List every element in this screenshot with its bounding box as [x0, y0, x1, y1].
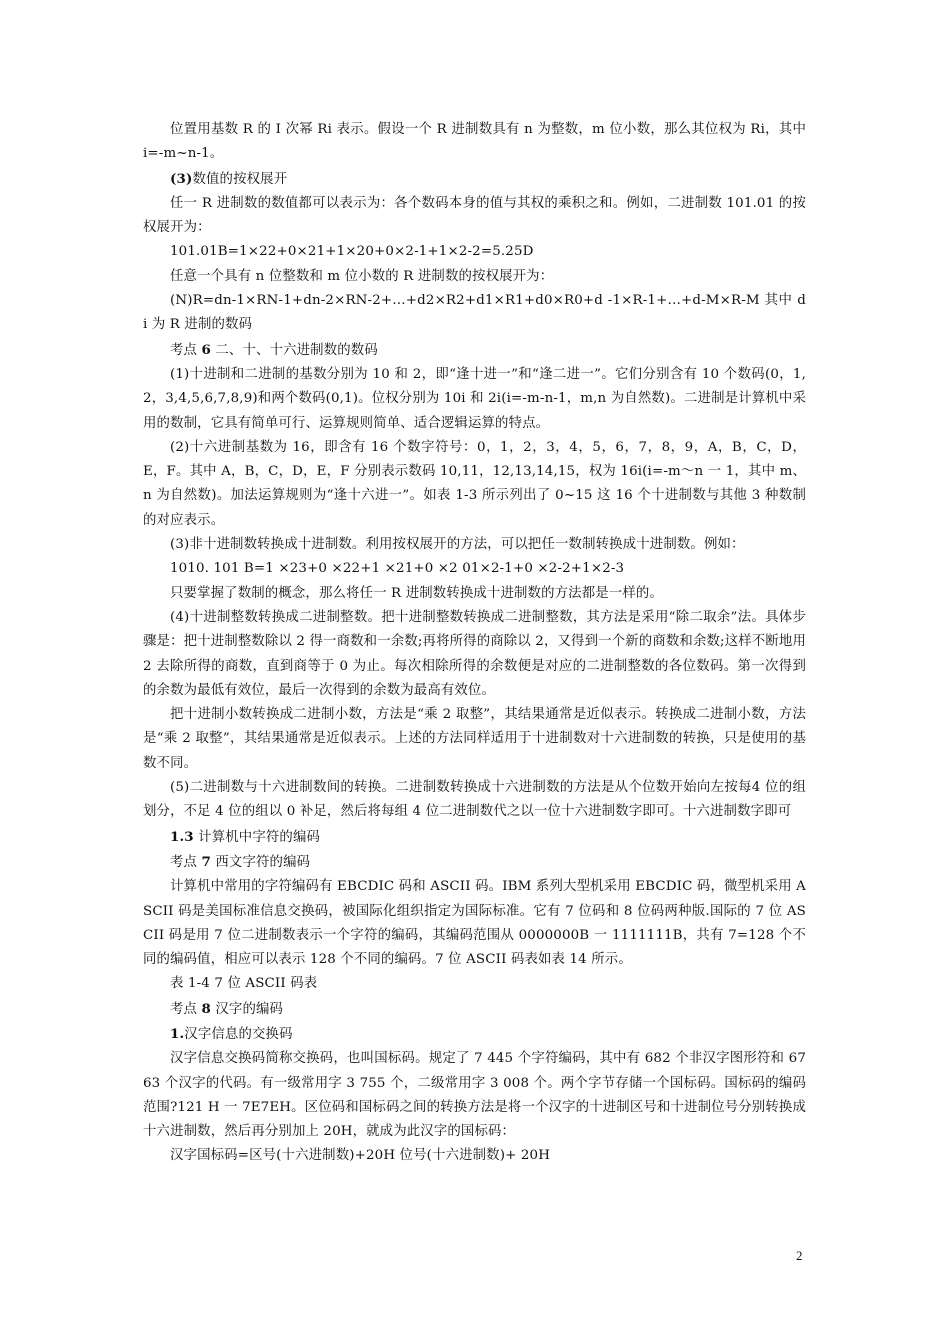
section-heading	[143, 850, 806, 875]
paragraph: 汉字信息交换码简称交换码，也叫国标码。规定了 7 445 个字符编码，其中有 682 个非汉字图形符和 6763 个汉字的代码。有一级常用字 3 755 个，二级常用字 3 008 个。两个字节存储一个国标码。国标码的编码范围?121 H 一 7E7EH。区位码和国标码之间的转换方法是将一个汉字的十进制区号和十进制位号分别转换成十六进制数，然后再分别加上 20H，就成为此汉字的国标码：	[143, 1051, 806, 1140]
paragraph: 只要掌握了数制的概念，那么将任一 R 进制数转换成十进制数的方法都是一样的。	[170, 585, 663, 601]
paragraph: (2)十六进制基数为 16，即含有 16 个数字符号：0，1，2，3，4，5，6，7，8，9，A，B，C，D，E，F。其中 A，B，C，D，E，F 分别表示数码 10,11，12,13,14,15，权为 16i(i=-m～n 一 1，其中 m、n 为自然数)。加法运算规则为“逢十六进一”。如表 1-3 所示列出了 0~15 这 16 个十进制数与其他 3 种数制的对应表示。	[143, 439, 806, 528]
subheading-text: 数值的按权展开	[192, 171, 288, 187]
heading-number: 8	[201, 1000, 211, 1017]
heading-number: 6	[201, 341, 211, 358]
paragraph: 任意一个具有 n 位整数和 m 位小数的 R 进制数的按权展开为：	[170, 268, 554, 284]
formula: (N)R=dn-1×RN-1+dn-2×RN-2+…+d2×R2+d1×R1+d0×R0+d -1×R-1+…+d-M×R-M 其中 di 为 R 进制的数码	[143, 293, 806, 333]
table-caption: 表 1-4 7 位 ASCII 码表	[170, 976, 318, 992]
subheading	[143, 167, 806, 192]
section-heading	[143, 997, 806, 1022]
paragraph: (1)十进制和二进制的基数分别为 10 和 2，即“逢十进一”和“逢二进一”。它们分别含有 10 个数码(0，1,2，3,4,5,6,7,8,9)和两个数码(0,1)。位权分别为 10i 和 2i(i=-m-n-1，m,n 为自然数)。二进制是计算机中采用的数制，它具有简单可行、运算规则简单、适合逻辑运算的特点。	[143, 366, 806, 431]
subheading	[143, 1022, 806, 1047]
heading-text: 二、十、十六进制数的数码	[210, 342, 378, 358]
page-number: 2	[796, 1248, 803, 1263]
heading-prefix: 考点	[170, 854, 202, 870]
paragraph: (5)二进制数与十六进制数间的转换。二进制数转换成十六进制数的方法是从个位数开始向左按每4 位的组划分，不足 4 位的组以 0 补足，然后将每组 4 位二进制数代之以一位十六进制数字即可。十六进制数字即可	[143, 780, 806, 820]
section-heading	[143, 825, 806, 850]
heading-number: 1.3	[170, 828, 194, 845]
paragraph: 把十进制小数转换成二进制小数，方法是“乘 2 取整”，其结果通常是近似表示。转换成二进制小数，方法是“乘 2 取整”，其结果通常是近似表示。上述的方法同样适用于十进制数对十六进制数的转换，只是使用的基数不同。	[143, 707, 806, 771]
paragraph: 计算机中常用的字符编码有 EBCDIC 码和 ASCII 码。IBM 系列大型机采用 EBCDIC 码，微型机采用 ASCII 码是美国标准信息交换码，被国际化组织指定为国际标准。它有 7 位码和 8 位码两种版.国际的 7 位 ASCII 码是用 7 位二进制数表示一个字符的编码，其编码范围从 0000000B 一 1111111B，共有 7=128 个不同的编码值，相应可以表示 128 个不同的编码。7 位 ASCII 码表如表 14 所示。	[143, 879, 806, 968]
paragraph: (4)十进制整数转换成二进制整数。把十进制整数转换成二进制整数，其方法是采用“除二取余”法。具体步骤是：把十进制整数除以 2 得一商数和一余数;再将所得的商除以 2，又得到一个新的商数和余数;这样不断地用 2 去除所得的商数，直到商等于 0 为止。每次相除所得的余数便是对应的二进制整数的各位数码。第一次得到的余数为最低有效位，最后一次得到的余数为最高有效位。	[143, 609, 806, 698]
document-body	[143, 118, 806, 1169]
subheading-number: 1.	[170, 1025, 185, 1042]
heading-prefix: 考点	[170, 1001, 202, 1017]
formula: 1010. 101 B=1 ×23+0 ×22+1 ×21+0 ×2 01×2-1+0 ×2-2+1×2-3	[170, 561, 625, 577]
heading-prefix: 考点	[170, 342, 202, 358]
paragraph: (3)非十进制数转换成十进制数。利用按权展开的方法，可以把任一数制转换成十进制数。例如：	[170, 537, 745, 553]
heading-text: 汉字的编码	[210, 1001, 284, 1017]
paragraph: 任一 R 进制数的数值都可以表示为：各个数码本身的值与其权的乘积之和。例如，二进制数 101.01 的按权展开为：	[143, 195, 806, 236]
formula: 汉字国标码=区号(十六进制数)+20H 位号(十六进制数)+ 20H	[170, 1148, 551, 1164]
heading-text: 西文字符的编码	[210, 854, 311, 870]
subheading-text: 汉字信息的交换码	[184, 1026, 293, 1042]
subheading-number: (3)	[170, 170, 193, 187]
paragraph: 位置用基数 R 的 I 次幂 Ri 表示。假设一个 R 进制数具有 n 为整数，m 位小数，那么其位权为 Ri，其中 i=-m~n-1。	[143, 122, 806, 162]
heading-number: 7	[201, 853, 211, 870]
formula: 101.01B=1×22+0×21+1×20+0×2-1+1×2-2=5.25D	[170, 244, 534, 260]
heading-text: 计算机中字符的编码	[193, 829, 321, 845]
section-heading	[143, 338, 806, 363]
